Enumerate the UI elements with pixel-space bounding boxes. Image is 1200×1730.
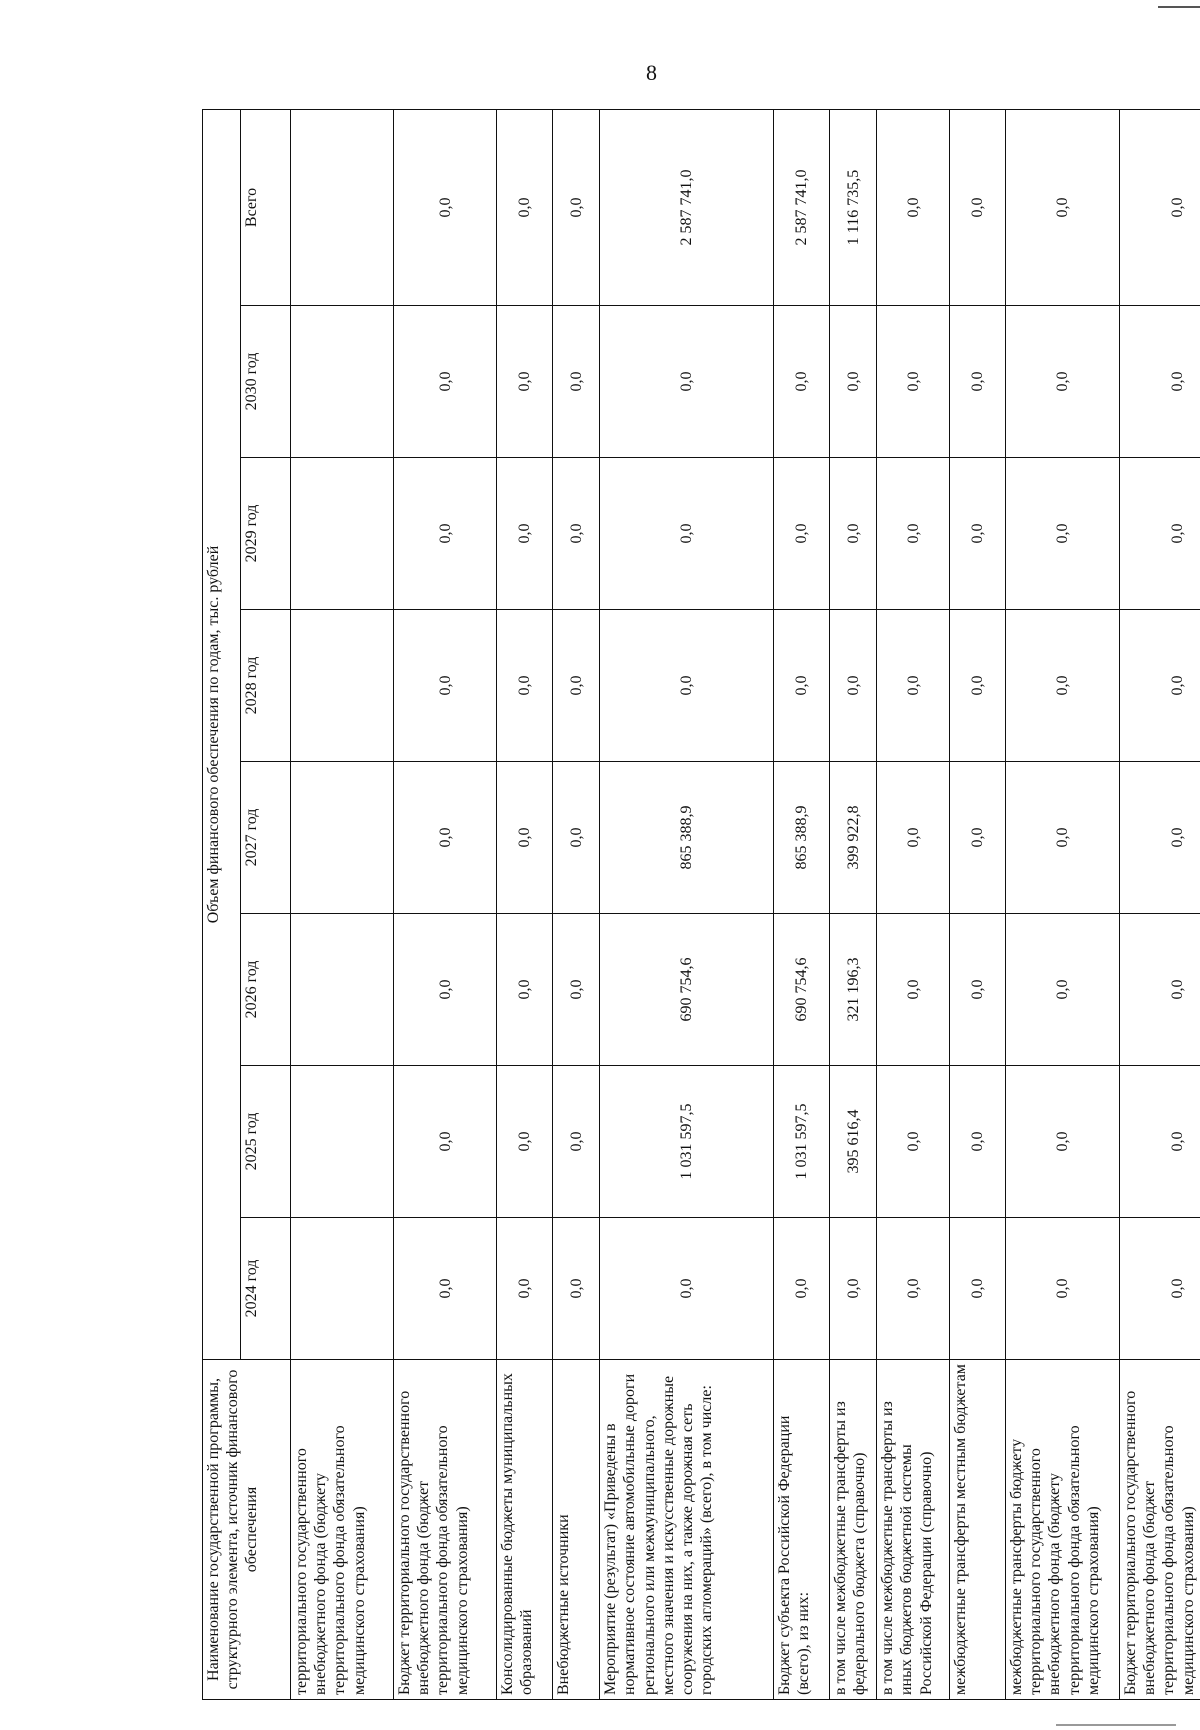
table-row	[774, 109, 830, 1699]
total-cell: 0,0	[497, 109, 553, 305]
value-cell: 0,0	[774, 458, 830, 610]
row-label: в том числе межбюджетные трансферты из иных бюджетов бюджетной системы Российской Федерации (справочно)	[877, 1360, 950, 1700]
value-cell: 0,0	[950, 762, 1006, 914]
value-cell: 0,0	[774, 306, 830, 458]
value-cell	[291, 610, 394, 762]
value-cell: 0,0	[1119, 458, 1200, 610]
value-cell: 0,0	[877, 1066, 950, 1218]
value-cell: 0,0	[497, 1066, 553, 1218]
value-cell: 0,0	[877, 458, 950, 610]
value-cell: 0,0	[552, 306, 599, 458]
total-cell: 0,0	[1119, 109, 1200, 305]
value-cell: 0,0	[774, 1218, 830, 1360]
value-cell: 0,0	[1006, 1218, 1120, 1360]
value-cell: 0,0	[394, 610, 497, 762]
table-row	[1119, 109, 1200, 1699]
value-cell: 690 754,6	[600, 914, 774, 1066]
year-header-total: Всего	[241, 109, 291, 305]
row-label: Консолидированные бюджеты муниципальных образований	[497, 1360, 553, 1700]
table-row	[877, 109, 950, 1699]
value-cell: 0,0	[830, 458, 877, 610]
year-header-2024: 2024 год	[241, 1218, 291, 1360]
table-row	[552, 109, 599, 1699]
year-header-2027: 2027 год	[241, 762, 291, 914]
value-cell: 0,0	[497, 306, 553, 458]
year-header-2028: 2028 год	[241, 610, 291, 762]
total-cell: 0,0	[1006, 109, 1120, 305]
total-cell: 0,0	[394, 109, 497, 305]
value-cell: 0,0	[877, 762, 950, 914]
total-cell: 2 587 741,0	[774, 109, 830, 305]
year-header-2025: 2025 год	[241, 1066, 291, 1218]
value-cell: 0,0	[394, 1066, 497, 1218]
row-label: межбюджетные трансферты бюджету территориального государственного внебюджетного фонда (бюджету территориального фонда обязательного медицинского страхования)	[1006, 1360, 1120, 1700]
value-cell: 399 922,8	[830, 762, 877, 914]
value-cell: 0,0	[1006, 1066, 1120, 1218]
value-cell: 0,0	[1006, 610, 1120, 762]
value-cell: 0,0	[497, 610, 553, 762]
table-row	[830, 109, 877, 1699]
value-cell: 0,0	[552, 458, 599, 610]
value-cell: 0,0	[1119, 306, 1200, 458]
value-cell: 0,0	[497, 1218, 553, 1360]
value-cell: 0,0	[950, 306, 1006, 458]
year-header-2030: 2030 год	[241, 306, 291, 458]
value-cell: 1 031 597,5	[774, 1066, 830, 1218]
value-cell: 0,0	[830, 306, 877, 458]
value-cell: 0,0	[950, 1066, 1006, 1218]
value-cell: 395 616,4	[830, 1066, 877, 1218]
value-cell: 0,0	[394, 762, 497, 914]
total-cell	[291, 109, 394, 305]
value-cell: 865 388,9	[600, 762, 774, 914]
value-cell	[291, 914, 394, 1066]
value-cell: 0,0	[1006, 458, 1120, 610]
value-cell: 0,0	[950, 1218, 1006, 1360]
value-cell: 0,0	[877, 610, 950, 762]
value-cell: 0,0	[552, 1066, 599, 1218]
value-cell: 0,0	[1006, 914, 1120, 1066]
value-cell: 0,0	[830, 610, 877, 762]
year-header-2029: 2029 год	[241, 458, 291, 610]
value-cell: 0,0	[1119, 610, 1200, 762]
name-column-header: Наименование государственной программы, структурного элемента, источник финансового обеспечения	[203, 1360, 291, 1700]
value-cell: 0,0	[950, 610, 1006, 762]
value-cell: 0,0	[950, 914, 1006, 1066]
value-cell	[291, 1218, 394, 1360]
value-cell: 0,0	[394, 1218, 497, 1360]
value-cell: 0,0	[497, 762, 553, 914]
value-cell: 690 754,6	[774, 914, 830, 1066]
page-number: 8	[646, 60, 657, 85]
value-cell: 0,0	[552, 610, 599, 762]
value-cell: 0,0	[600, 306, 774, 458]
value-cell: 1 031 597,5	[600, 1066, 774, 1218]
value-cell: 0,0	[552, 1218, 599, 1360]
row-label: Бюджет территориального государственного внебюджетного фонда (бюджет территориального фонда обязательного медицинского страхования)	[394, 1360, 497, 1700]
table-row	[950, 109, 1006, 1699]
value-cell: 0,0	[1119, 914, 1200, 1066]
total-cell: 0,0	[552, 109, 599, 305]
value-cell: 0,0	[877, 306, 950, 458]
row-label: Бюджет субъекта Российской Федерации (всего), из них:	[774, 1360, 830, 1700]
value-cell: 0,0	[497, 458, 553, 610]
value-cell: 865 388,9	[774, 762, 830, 914]
value-cell: 0,0	[600, 1218, 774, 1360]
row-label: в том числе межбюджетные трансферты из федерального бюджета (справочно)	[830, 1360, 877, 1700]
value-cell: 321 196,3	[830, 914, 877, 1066]
row-label: межбюджетные трансферты местным бюджетам	[950, 1360, 1006, 1700]
table-row	[394, 109, 497, 1699]
value-cell: 0,0	[600, 458, 774, 610]
table-row	[1006, 109, 1120, 1699]
value-cell: 0,0	[394, 914, 497, 1066]
row-label: Мероприятие (результат) «Приведены в нормативное состояние автомобильные дороги регионального или межмуниципального, местного значения и искусственные дорожные сооружения на них, а также дорожная сеть городских агломераций» (всего), в том числе:	[600, 1360, 774, 1700]
total-cell: 2 587 741,0	[600, 109, 774, 305]
value-cell	[291, 762, 394, 914]
year-header-2026: 2026 год	[241, 914, 291, 1066]
table-row	[497, 109, 553, 1699]
value-cell: 0,0	[1006, 762, 1120, 914]
top-edge-rule	[1158, 6, 1200, 8]
value-cell: 0,0	[877, 914, 950, 1066]
value-cell: 0,0	[1119, 762, 1200, 914]
value-cell: 0,0	[497, 914, 553, 1066]
value-cell: 0,0	[1119, 1066, 1200, 1218]
row-label: Внебюджетные источники	[552, 1360, 599, 1700]
value-cell: 0,0	[1119, 1218, 1200, 1360]
rotated-table-container	[202, 110, 1200, 1700]
financing-table	[202, 109, 1200, 1700]
value-cell	[291, 1066, 394, 1218]
bottom-edge-mark	[1056, 1724, 1176, 1726]
value-cell: 0,0	[774, 610, 830, 762]
value-cell: 0,0	[394, 306, 497, 458]
value-cell: 0,0	[394, 458, 497, 610]
row-label: территориального государственного внебюджетного фонда (бюджету территориального фонда обязательного медицинского страхования)	[291, 1360, 394, 1700]
total-cell: 0,0	[950, 109, 1006, 305]
value-cell: 0,0	[830, 1218, 877, 1360]
volume-header: Объем финансового обеспечения по годам, тыс. рублей	[203, 109, 241, 1359]
row-label: Бюджет территориального государственного внебюджетного фонда (бюджет территориального фонда обязательного медицинского страхования)	[1119, 1360, 1200, 1700]
value-cell	[291, 306, 394, 458]
table-row	[600, 109, 774, 1699]
value-cell: 0,0	[1006, 306, 1120, 458]
value-cell: 0,0	[600, 610, 774, 762]
table-body	[291, 109, 1200, 1699]
value-cell	[291, 458, 394, 610]
value-cell: 0,0	[552, 762, 599, 914]
table-row	[291, 109, 394, 1699]
value-cell: 0,0	[950, 458, 1006, 610]
value-cell: 0,0	[552, 914, 599, 1066]
value-cell: 0,0	[877, 1218, 950, 1360]
total-cell: 1 116 735,5	[830, 109, 877, 305]
total-cell: 0,0	[877, 109, 950, 305]
